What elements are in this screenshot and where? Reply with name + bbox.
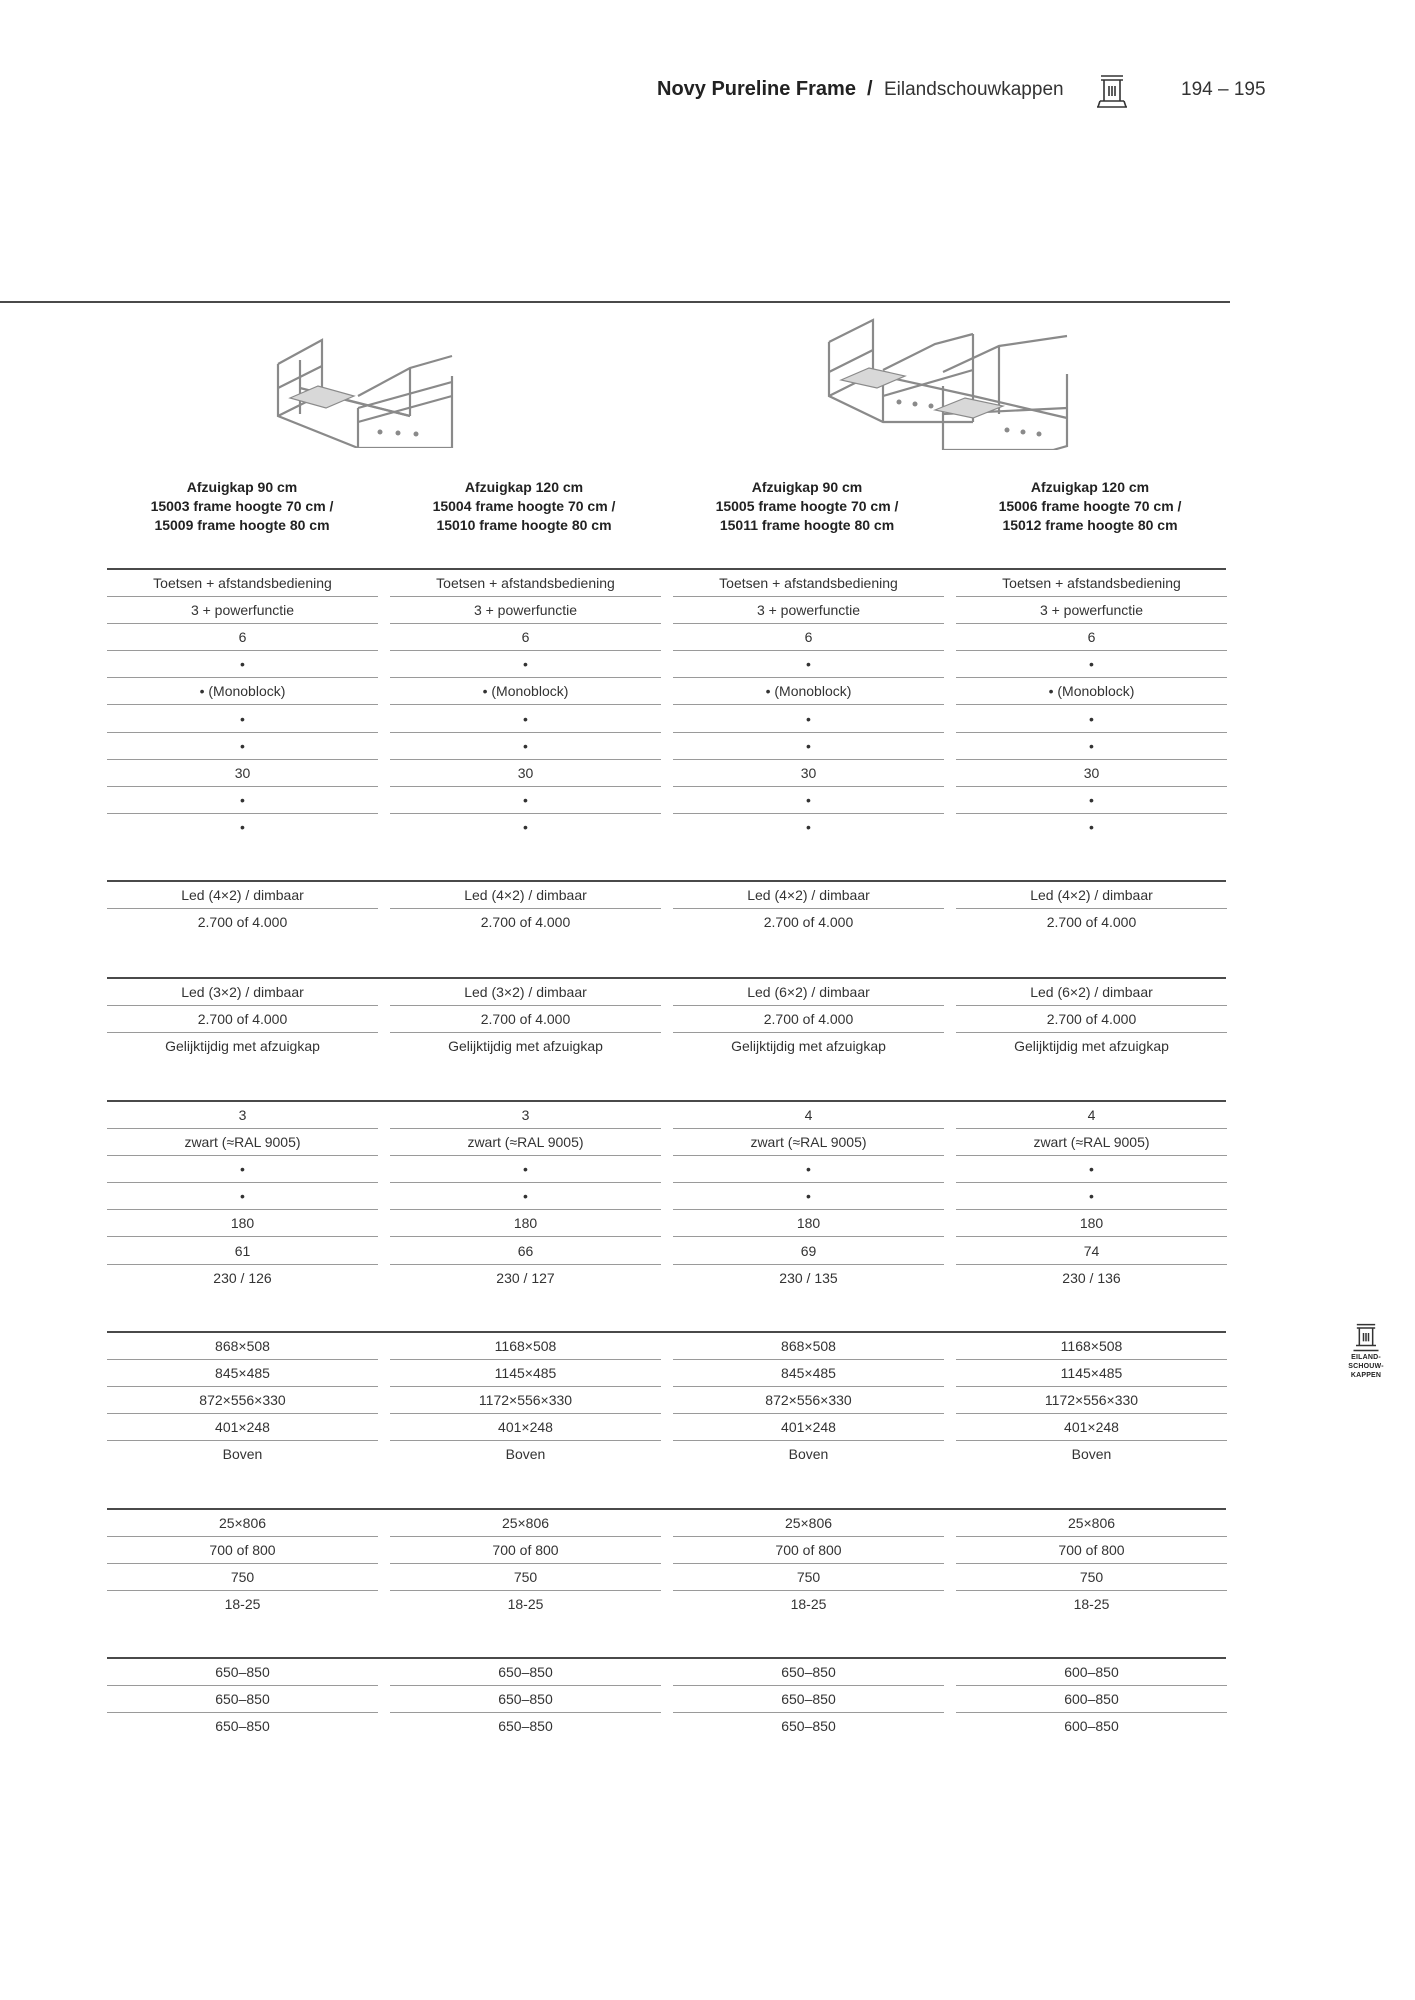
title-separator: / bbox=[867, 78, 873, 100]
table-row bbox=[107, 1659, 1226, 1686]
brand-title: Novy Pureline Frame bbox=[657, 78, 856, 100]
table-cell: Led (4×2) / dimbaar bbox=[464, 887, 587, 903]
table-cell: 74 bbox=[1083, 1242, 1100, 1259]
table-cell: 66 bbox=[517, 1242, 534, 1259]
table-row bbox=[107, 1414, 1226, 1441]
table-cell: 750 bbox=[513, 1569, 538, 1586]
table-cell: 600–850 bbox=[1064, 1691, 1119, 1708]
table-row bbox=[107, 678, 1226, 705]
column-heading-3 bbox=[667, 478, 947, 535]
side-tab-line: KAPPEN bbox=[1350, 1372, 1382, 1379]
table-cell: Led (3×2) / dimbaar bbox=[464, 984, 587, 1000]
table-cell: • bbox=[523, 710, 528, 727]
column-model-80: 15009 frame hoogte 80 cm bbox=[154, 517, 330, 533]
column-title: Afzuigkap 120 cm bbox=[1030, 479, 1150, 495]
table-cell: 700 of 800 bbox=[1058, 1542, 1125, 1559]
table-cell: 1145×485 bbox=[1060, 1365, 1123, 1382]
table-cell: • bbox=[1089, 656, 1094, 673]
table-row bbox=[107, 1210, 1226, 1237]
table-row bbox=[107, 787, 1226, 814]
table-cell: Gelijktijdig met afzuigkap bbox=[448, 1038, 603, 1055]
table-cell: 18-25 bbox=[507, 1596, 544, 1613]
column-model-70: 15004 frame hoogte 70 cm / bbox=[432, 498, 616, 514]
table-cell: 2.700 of 4.000 bbox=[480, 1011, 571, 1028]
table-cell: 650–850 bbox=[498, 1664, 553, 1680]
side-tab bbox=[1344, 1323, 1388, 1407]
table-cell: 872×556×330 bbox=[765, 1392, 852, 1409]
table-cell: Gelijktijdig met afzuigkap bbox=[731, 1038, 886, 1055]
table-cell: 230 / 136 bbox=[1062, 1269, 1121, 1286]
table-cell: 25×806 bbox=[501, 1515, 550, 1531]
table-cell: 845×485 bbox=[781, 1365, 836, 1382]
table-cell: 30 bbox=[517, 764, 534, 781]
table-cell: • bbox=[523, 818, 528, 835]
table-cell: zwart (≈RAL 9005) bbox=[750, 1134, 867, 1151]
table-cell: 3 bbox=[238, 1107, 247, 1123]
table-cell: 1168×508 bbox=[494, 1338, 557, 1354]
table-cell: 18-25 bbox=[790, 1596, 827, 1613]
table-cell: 61 bbox=[234, 1242, 251, 1259]
table-cell: 868×508 bbox=[781, 1338, 836, 1354]
table-cell: • bbox=[240, 737, 245, 754]
table-cell: 6 bbox=[1087, 629, 1096, 646]
table-row bbox=[107, 1387, 1226, 1414]
table-cell: 180 bbox=[1079, 1215, 1104, 1232]
table-cell: 6 bbox=[804, 629, 813, 646]
table-row bbox=[107, 1033, 1226, 1060]
table-row bbox=[107, 1564, 1226, 1591]
table-cell: Led (6×2) / dimbaar bbox=[1030, 984, 1153, 1000]
table-cell: 6 bbox=[521, 629, 530, 646]
table-cell: 180 bbox=[230, 1215, 255, 1232]
table-row bbox=[107, 1713, 1226, 1740]
column-model-70: 15005 frame hoogte 70 cm / bbox=[715, 498, 899, 514]
column-title: Afzuigkap 90 cm bbox=[751, 479, 863, 495]
column-heading-1 bbox=[102, 478, 382, 535]
table-row bbox=[107, 1156, 1226, 1183]
table-row bbox=[107, 979, 1226, 1006]
table-cell: 600–850 bbox=[1064, 1664, 1119, 1680]
table-cell: • bbox=[240, 710, 245, 727]
table-cell: Gelijktijdig met afzuigkap bbox=[1014, 1038, 1169, 1055]
table-row bbox=[107, 651, 1226, 678]
table-cell: • (Monoblock) bbox=[199, 683, 286, 700]
table-row bbox=[107, 1265, 1226, 1292]
table-cell: • bbox=[806, 818, 811, 835]
table-row bbox=[107, 1333, 1226, 1360]
table-row bbox=[107, 597, 1226, 624]
table-cell: 600–850 bbox=[1064, 1718, 1119, 1735]
table-cell: • bbox=[523, 1161, 528, 1178]
column-model-80: 15012 frame hoogte 80 cm bbox=[1002, 517, 1178, 533]
table-cell: Boven bbox=[222, 1446, 263, 1463]
table-cell: Toetsen + afstandsbediening bbox=[153, 575, 332, 591]
table-cell: 2.700 of 4.000 bbox=[197, 914, 288, 931]
table-cell: 700 of 800 bbox=[775, 1542, 842, 1559]
table-cell: Led (4×2) / dimbaar bbox=[181, 887, 304, 903]
spec-group bbox=[107, 1331, 1226, 1471]
table-cell: 230 / 127 bbox=[496, 1269, 555, 1286]
table-cell: 401×248 bbox=[781, 1419, 836, 1436]
table-cell: • bbox=[1089, 791, 1094, 808]
table-cell: • bbox=[806, 656, 811, 673]
table-cell: • (Monoblock) bbox=[1048, 683, 1135, 700]
table-row bbox=[107, 1686, 1226, 1713]
table-cell: • bbox=[523, 737, 528, 754]
table-cell: • bbox=[1089, 818, 1094, 835]
table-cell: 3 + powerfunctie bbox=[1039, 602, 1144, 619]
table-cell: 3 + powerfunctie bbox=[190, 602, 295, 619]
table-cell: 700 of 800 bbox=[492, 1542, 559, 1559]
table-cell: 700 of 800 bbox=[209, 1542, 276, 1559]
table-cell: • bbox=[523, 791, 528, 808]
table-cell: 650–850 bbox=[781, 1718, 836, 1735]
table-cell: 4 bbox=[804, 1107, 813, 1123]
island-hood-icon bbox=[1351, 1323, 1381, 1353]
column-heading-4 bbox=[950, 478, 1230, 535]
table-cell: 650–850 bbox=[215, 1664, 270, 1680]
spec-group bbox=[107, 568, 1226, 843]
table-row bbox=[107, 1238, 1226, 1265]
column-model-70: 15003 frame hoogte 70 cm / bbox=[150, 498, 334, 514]
table-cell: • bbox=[806, 1161, 811, 1178]
table-row bbox=[107, 1537, 1226, 1564]
table-cell: • bbox=[240, 791, 245, 808]
table-cell: Toetsen + afstandsbediening bbox=[436, 575, 615, 591]
table-cell: 30 bbox=[800, 764, 817, 781]
table-cell: 30 bbox=[1083, 764, 1100, 781]
table-cell: 3 + powerfunctie bbox=[473, 602, 578, 619]
table-row bbox=[107, 706, 1226, 733]
table-cell: 3 bbox=[521, 1107, 530, 1123]
table-cell: • bbox=[240, 1188, 245, 1205]
table-row bbox=[107, 1129, 1226, 1156]
table-cell: 1172×556×330 bbox=[478, 1392, 573, 1409]
table-cell: • (Monoblock) bbox=[765, 683, 852, 700]
table-cell: Gelijktijdig met afzuigkap bbox=[165, 1038, 320, 1055]
table-cell: 1172×556×330 bbox=[1044, 1392, 1139, 1409]
table-cell: • bbox=[240, 656, 245, 673]
table-cell: • bbox=[523, 1188, 528, 1205]
spec-group bbox=[107, 1657, 1226, 1743]
table-row bbox=[107, 1006, 1226, 1033]
table-row bbox=[107, 1360, 1226, 1387]
table-cell: • bbox=[1089, 710, 1094, 727]
column-model-70: 15006 frame hoogte 70 cm / bbox=[998, 498, 1182, 514]
table-cell: Led (3×2) / dimbaar bbox=[181, 984, 304, 1000]
table-cell: • bbox=[806, 1188, 811, 1205]
table-cell: 2.700 of 4.000 bbox=[1046, 1011, 1137, 1028]
table-cell: 650–850 bbox=[215, 1691, 270, 1708]
island-hood-icon bbox=[1095, 74, 1129, 110]
table-cell: 650–850 bbox=[781, 1664, 836, 1680]
table-cell: 180 bbox=[513, 1215, 538, 1232]
table-row bbox=[107, 1591, 1226, 1618]
table-cell: • bbox=[1089, 1188, 1094, 1205]
table-row bbox=[107, 1441, 1226, 1468]
table-cell: zwart (≈RAL 9005) bbox=[1033, 1134, 1150, 1151]
column-model-80: 15011 frame hoogte 80 cm bbox=[719, 517, 895, 533]
table-cell: 401×248 bbox=[1064, 1419, 1119, 1436]
table-row bbox=[107, 814, 1226, 841]
table-cell: • bbox=[240, 1161, 245, 1178]
table-cell: 650–850 bbox=[498, 1718, 553, 1735]
table-cell: 4 bbox=[1087, 1107, 1096, 1123]
table-row bbox=[107, 909, 1226, 936]
side-tab-label bbox=[1344, 1353, 1388, 1380]
table-cell: 25×806 bbox=[784, 1515, 833, 1531]
table-cell: 2.700 of 4.000 bbox=[480, 914, 571, 931]
table-cell: 750 bbox=[796, 1569, 821, 1586]
table-row bbox=[107, 1102, 1226, 1129]
table-cell: • bbox=[1089, 737, 1094, 754]
table-cell: 180 bbox=[796, 1215, 821, 1232]
table-cell: 868×508 bbox=[215, 1338, 270, 1354]
section-title: Eilandschouwkappen bbox=[884, 79, 1064, 100]
column-heading-2 bbox=[384, 478, 664, 535]
product-image-single-frame bbox=[270, 336, 456, 448]
table-cell: • bbox=[806, 710, 811, 727]
spec-group bbox=[107, 880, 1226, 939]
side-tab-line: EILAND- bbox=[1351, 1354, 1381, 1361]
table-row bbox=[107, 1183, 1226, 1210]
product-image-double-frame bbox=[823, 318, 1073, 450]
column-title: Afzuigkap 120 cm bbox=[464, 479, 584, 495]
table-cell: 18-25 bbox=[224, 1596, 261, 1613]
side-tab-line: SCHOUW- bbox=[1348, 1363, 1384, 1370]
table-cell: 1168×508 bbox=[1060, 1338, 1123, 1354]
table-cell: 845×485 bbox=[215, 1365, 270, 1382]
table-row bbox=[107, 1510, 1226, 1537]
table-cell: Boven bbox=[788, 1446, 829, 1463]
table-row bbox=[107, 733, 1226, 760]
table-row bbox=[107, 570, 1226, 597]
table-cell: Led (4×2) / dimbaar bbox=[1030, 887, 1153, 903]
table-cell: • bbox=[806, 791, 811, 808]
top-rule bbox=[0, 301, 1230, 303]
table-cell: 2.700 of 4.000 bbox=[763, 1011, 854, 1028]
table-cell: 872×556×330 bbox=[199, 1392, 286, 1409]
table-row bbox=[107, 882, 1226, 909]
table-cell: 230 / 126 bbox=[213, 1269, 272, 1286]
table-cell: 401×248 bbox=[498, 1419, 553, 1436]
table-cell: 2.700 of 4.000 bbox=[763, 914, 854, 931]
page-numbers: 194 – 195 bbox=[1181, 79, 1266, 100]
table-cell: 750 bbox=[230, 1569, 255, 1586]
table-cell: 25×806 bbox=[218, 1515, 267, 1531]
table-cell: • bbox=[523, 656, 528, 673]
table-cell: 750 bbox=[1079, 1569, 1104, 1586]
page-header bbox=[0, 74, 1415, 114]
column-model-80: 15010 frame hoogte 80 cm bbox=[436, 517, 612, 533]
table-cell: • bbox=[240, 818, 245, 835]
table-cell: Led (4×2) / dimbaar bbox=[747, 887, 870, 903]
table-cell: 1145×485 bbox=[494, 1365, 557, 1382]
table-cell: 6 bbox=[238, 629, 247, 646]
table-cell: • bbox=[806, 737, 811, 754]
table-cell: Boven bbox=[505, 1446, 546, 1463]
table-cell: 230 / 135 bbox=[779, 1269, 838, 1286]
table-row bbox=[107, 760, 1226, 787]
table-cell: Toetsen + afstandsbediening bbox=[719, 575, 898, 591]
table-cell: • (Monoblock) bbox=[482, 683, 569, 700]
spec-group bbox=[107, 977, 1226, 1063]
table-cell: zwart (≈RAL 9005) bbox=[467, 1134, 584, 1151]
table-cell: • bbox=[1089, 1161, 1094, 1178]
table-cell: 650–850 bbox=[498, 1691, 553, 1708]
table-cell: 650–850 bbox=[215, 1718, 270, 1735]
table-cell: 650–850 bbox=[781, 1691, 836, 1708]
spec-group bbox=[107, 1508, 1226, 1621]
table-cell: Toetsen + afstandsbediening bbox=[1002, 575, 1181, 591]
table-cell: 3 + powerfunctie bbox=[756, 602, 861, 619]
spec-group bbox=[107, 1100, 1226, 1294]
table-cell: Boven bbox=[1071, 1446, 1112, 1463]
table-cell: 18-25 bbox=[1073, 1596, 1110, 1613]
table-row bbox=[107, 624, 1226, 651]
table-cell: 30 bbox=[234, 764, 251, 781]
table-cell: 2.700 of 4.000 bbox=[1046, 914, 1137, 931]
table-cell: 401×248 bbox=[215, 1419, 270, 1436]
table-cell: 2.700 of 4.000 bbox=[197, 1011, 288, 1028]
table-cell: zwart (≈RAL 9005) bbox=[184, 1134, 301, 1151]
table-cell: 25×806 bbox=[1067, 1515, 1116, 1531]
column-title: Afzuigkap 90 cm bbox=[186, 479, 298, 495]
table-cell: 69 bbox=[800, 1242, 817, 1259]
table-cell: Led (6×2) / dimbaar bbox=[747, 984, 870, 1000]
